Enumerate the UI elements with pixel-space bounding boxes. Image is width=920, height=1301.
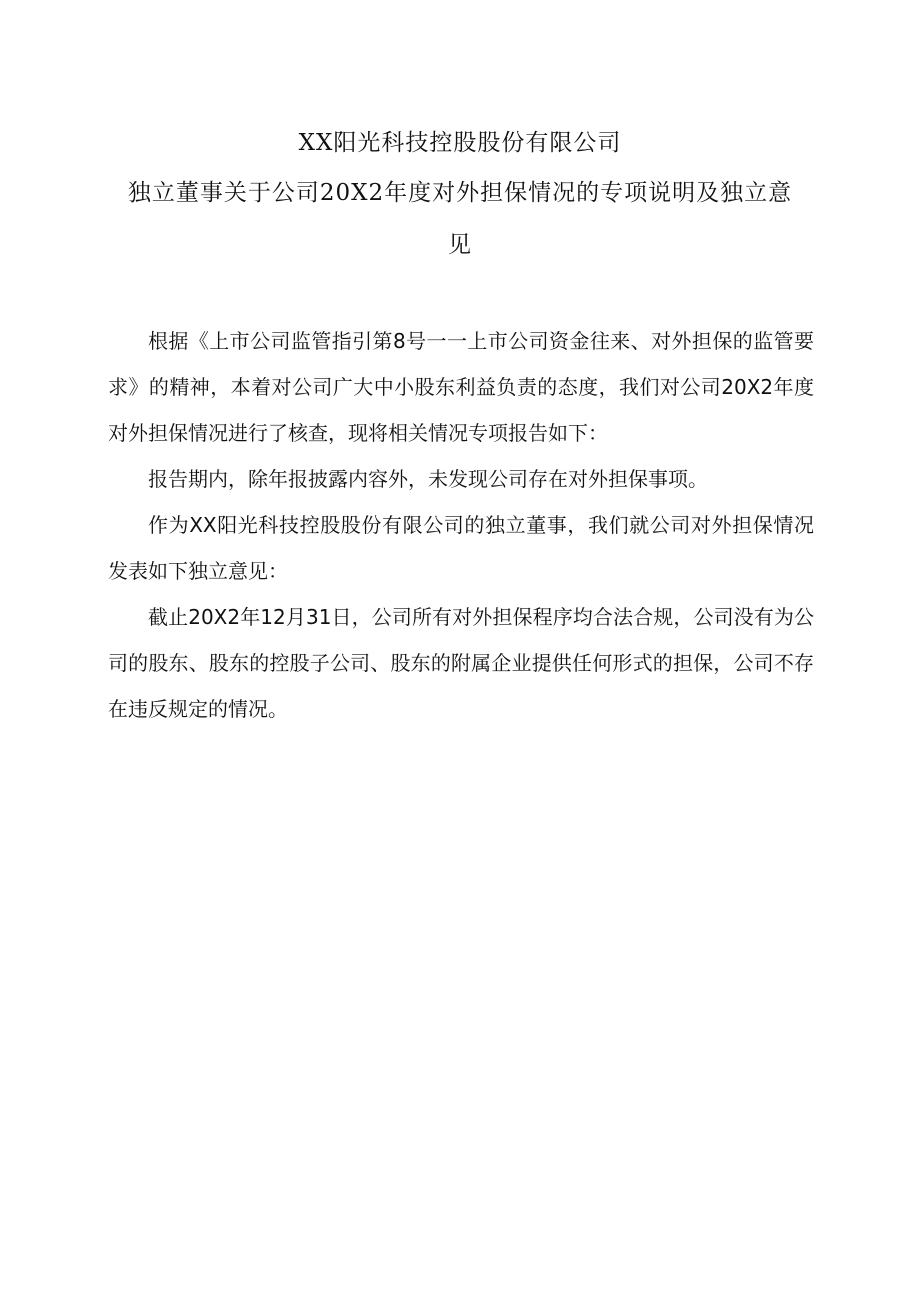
document-body (108, 318, 814, 732)
paragraph-basis: 根据《上市公司监管指引第8号一一上市公司资金往来、对外担保的监管要求》的精神，本着对公司广大中小股东利益负责的态度，我们对公司20X2年度对外担保情况进行了核查，现将相关情况专项报告如下： (108, 329, 814, 445)
document-title: 独立董事关于公司20X2年度对外担保情况的专项说明及独立意 (127, 180, 793, 206)
paragraph-opinion-intro: 作为XX阳光科技控股股份有限公司的独立董事，我们就公司对外担保情况发表如下独立意见： (108, 513, 814, 583)
document-title-continuation: 见 (448, 232, 472, 258)
paragraph-finding: 报告期内，除年报披露内容外，未发现公司存在对外担保事项。 (148, 467, 708, 491)
paragraph-opinion: 截止20X2年12月31日，公司所有对外担保程序均合法合规，公司没有为公司的股东、股东的控股子公司、股东的附属企业提供任何形式的担保，公司不存在违反规定的情况。 (108, 605, 814, 721)
company-title: XX阳光科技控股股份有限公司 (298, 130, 622, 156)
